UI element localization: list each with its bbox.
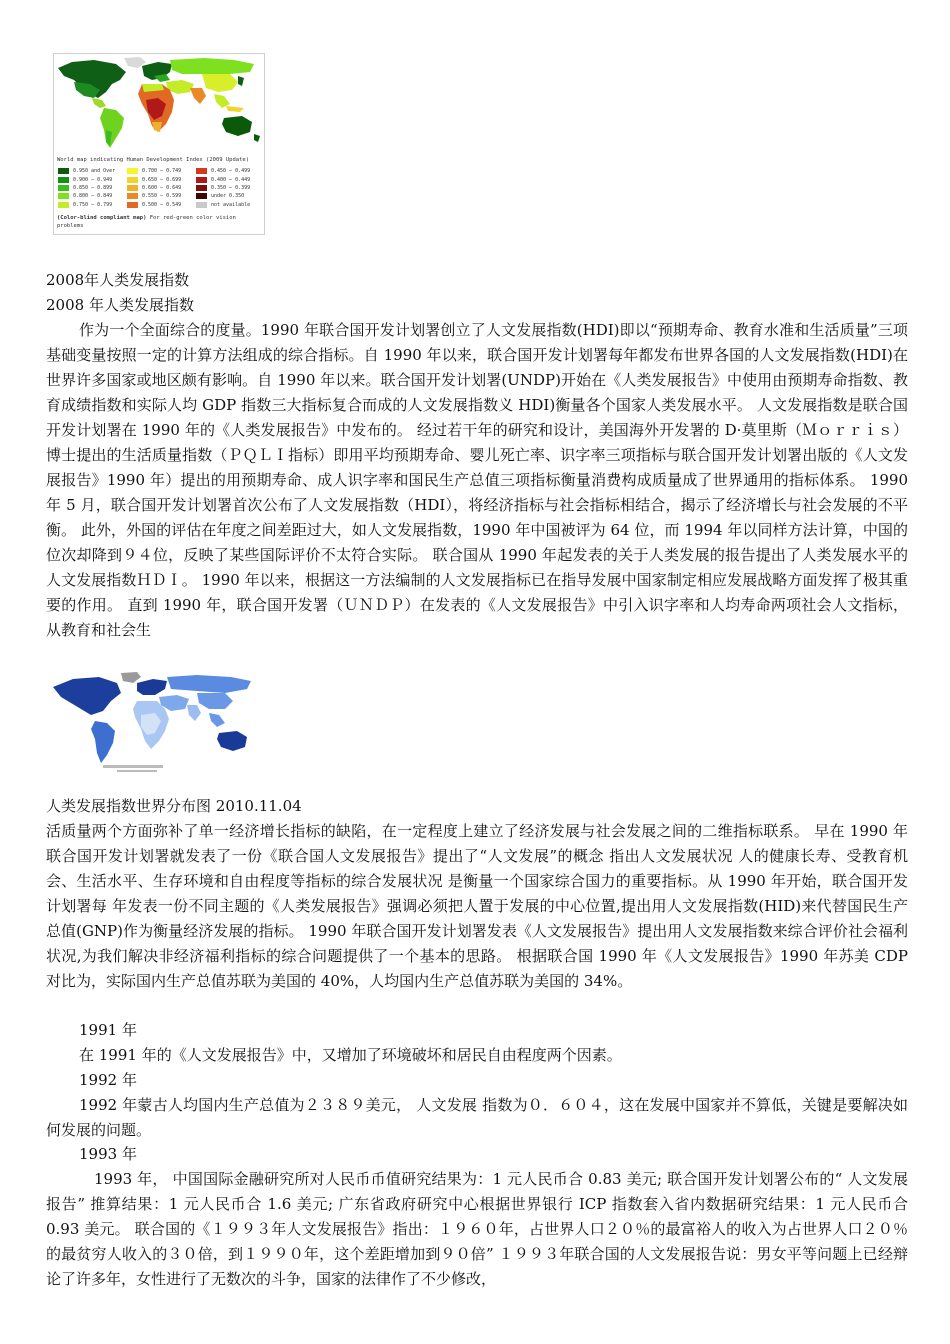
- heading-2008-hdi: 2008年人类发展指数: [46, 271, 190, 289]
- legend-note: [57, 214, 262, 230]
- legend-swatch: [58, 177, 69, 183]
- legend-item: [127, 192, 195, 200]
- legend-swatch: [58, 168, 69, 174]
- legend-item: [58, 175, 126, 183]
- legend-item: [58, 167, 126, 175]
- legend-swatch: [196, 193, 207, 199]
- legend-label: 0.550 – 0.599: [142, 193, 182, 200]
- legend-label: 0.650 – 0.699: [142, 176, 182, 183]
- legend-swatch: [196, 202, 207, 208]
- legend-title: World map indicating Human Development Index (2009 Update): [57, 157, 250, 163]
- legend-item: [127, 175, 195, 183]
- legend-item: [127, 167, 195, 175]
- legend-label: under 0.350: [211, 193, 245, 200]
- legend-swatch: [127, 185, 138, 191]
- legend-note-text: For red-green color vision problems: [57, 215, 236, 229]
- legend-column: [196, 167, 264, 209]
- legend-item: [58, 192, 126, 200]
- legend-label: 0.750 – 0.799: [73, 201, 113, 208]
- year-1992-heading: 1992 年: [79, 1071, 137, 1089]
- year-1993-heading: 1993 年: [79, 1145, 137, 1163]
- hdi-world-map-figure: [53, 53, 265, 235]
- legend-swatch: [196, 177, 207, 183]
- legend-label: 0.900 – 0.949: [73, 176, 113, 183]
- legend-label: 0.850 – 0.899: [73, 184, 113, 191]
- paragraph-1991: 在 1991 年的《人文发展报告》中，又增加了环境破坏和居民自由程度两个因素。: [79, 1046, 622, 1064]
- legend-swatch: [127, 177, 138, 183]
- legend-label: 0.700 – 0.749: [142, 168, 182, 175]
- legend-item: [58, 201, 126, 209]
- legend-swatch: [127, 202, 138, 208]
- legend-item: [127, 201, 195, 209]
- legend-label: 0.800 – 0.849: [73, 193, 113, 200]
- legend-label: not available: [211, 201, 251, 208]
- legend-swatch: [196, 185, 207, 191]
- legend-swatch: [196, 168, 207, 174]
- map-caption: 人类发展指数世界分布图 2010.11.04: [46, 797, 302, 815]
- legend-label: 0.950 and Over: [73, 168, 116, 175]
- legend-item: [196, 184, 264, 192]
- legend-column: [127, 167, 195, 209]
- paragraph-1992: 1992 年蒙古人均国内生产总值为２３８９美元， 人文发展 指数为０．６０４，这在发展中国家并不算低，关键是要解决如何发展的问题。: [46, 1096, 908, 1139]
- legend-swatch: [127, 193, 138, 199]
- legend-label: 0.600 – 0.649: [142, 184, 182, 191]
- legend-swatch: [58, 193, 69, 199]
- legend-label: 0.500 – 0.549: [142, 201, 182, 208]
- subheading-2008-hdi: 2008 年人类发展指数: [46, 296, 194, 314]
- legend-swatch: [58, 202, 69, 208]
- legend-item: [196, 167, 264, 175]
- hdi-distribution-map-image: [47, 669, 257, 775]
- legend-swatch: [127, 168, 138, 174]
- legend-swatch: [58, 185, 69, 191]
- year-1991-heading: 1991 年: [79, 1021, 137, 1039]
- hdi-distribution-map-figure: [47, 669, 257, 775]
- map-legend: [58, 167, 262, 209]
- legend-note-bold: (Color-blind compliant map): [57, 215, 147, 221]
- legend-column: [58, 167, 126, 209]
- legend-label: 0.450 – 0.499: [211, 168, 251, 175]
- legend-item: [196, 175, 264, 183]
- legend-item: [196, 201, 264, 209]
- paragraph-1993: 1993 年， 中国国际金融研究所对人民币币值研究结果为：1 元人民币合 0.83 美元; 联合国开发计划署公布的“ 人文发展 报告” 推算结果：1 元人民币合 1.6 美元; 广东省政府研究中心根据世界银行 ICP 指数套入省内数据研究结果：1 元人民币合 0.93 美元。 联合国的《１９９３年人文发展报告》指出：１９６０年，占世界人口２０％的最富裕人的收入为占世界人口２０％的最贫穷人收入的３０倍，到１９９０年，这个差距增加到９０倍” １９９３年联合国的人文发展报告说：男女平等问题上已经辩论了许多年，女性进行了无数次的斗争，国家的法律作了不少修改，: [46, 1170, 908, 1288]
- legend-item: [127, 184, 195, 192]
- legend-label: 0.400 – 0.449: [211, 176, 251, 183]
- legend-item: [58, 184, 126, 192]
- hdi-world-map-image: [54, 54, 265, 154]
- paragraph-continued: 活质量两个方面弥补了单一经济增长指标的缺陷，在一定程度上建立了经济发展与社会发展之间的二维指标联系。 早在 1990 年联合国开发计划署就发表了一份《联合国人文发展报告》提出了“人文发展”的概念 指出人文发展状况 人的健康长寿、受教育机会、生活水平、生存环境和自由程度等指标的综合发展状况 是衡量一个国家综合国力的重要指标。从 1990 年开始，联合国开发计划署每 年发表一份不同主题的《人类发展报告》强调必须把人置于发展的中心位置,提出用人文发展指数(HID)来代替国民生产总值(GNP)作为衡量经济发展的指标。 1990 年联合国开发计划署发表《人文发展报告》提出用人文发展指数来综合评价社会福利状况,为我们解决非经济福利指标的综合问题提供了一个基本的思路。 根据联合国 1990 年《人文发展报告》1990 年苏美 CDP 对比为，实际国内生产总值苏联为美国的 40%，人均国内生产总值苏联为美国的 34%。: [46, 822, 908, 990]
- legend-item: [196, 192, 264, 200]
- paragraph-intro: 作为一个全面综合的度量。1990 年联合国开发计划署创立了人文发展指数(HDI)即以“预期寿命、教育水准和生活质量”三项基础变量按照一定的计算方法组成的综合指标。自 1990 年以来，联合国开发计划署每年都发布世界各国的人文发展指数(HDI)在世界许多国家或地区颇有影响。自 1990 年以来。联合国开发计划署(UNDP)开始在《人类发展报告》中使用由预期寿命指数、教育成绩指数和实际人均 GDP 指数三大指标复合而成的人文发展指数义 HDI)衡量各个国家人类发展水平。 人文发展指数是联合国开发计划署在 1990 年的《人类发展报告》中发布的。 经过若干年的研究和设计，美国海外开发署的 D·莫里斯（Ｍｏｒｒｉｓ）博士提出的生活质量指数（ＰＱＬＩ指标）即用平均预期寿命、婴儿死亡率、识字率三项指标与联合国开发计划署出版的《人文发展报告》1990 年）提出的用预期寿命、成人识字率和国民生产总值三项指标衡量消费构成质量成了世界通用的指标体系。 1990 年 5 月，联合国开发计划署首次公布了人文发展指数（HDI），将经济指标与社会指标相结合，揭示了经济增长与社会发展的不平衡。 此外，外国的评估在年度之间差距过大，如人文发展指数，1990 年中国被评为 64 位，而 1994 年以同样方法计算，中国的位次却降到９４位，反映了某些国际评价不太符合实际。 联合国从 1990 年起发表的关于人类发展的报告提出了人类发展水平的人文发展指数ＨＤＩ。 1990 年以来，根据这一方法编制的人文发展指标已在指导发展中国家制定相应发展战略方面发挥了极其重要的作用。 直到 1990 年，联合国开发署（ＵＮＤＰ）在发表的《人文发展报告》中引入识字率和人均寿命两项社会人文指标，从教育和社会生: [46, 321, 908, 639]
- legend-label: 0.350 – 0.399: [211, 184, 251, 191]
